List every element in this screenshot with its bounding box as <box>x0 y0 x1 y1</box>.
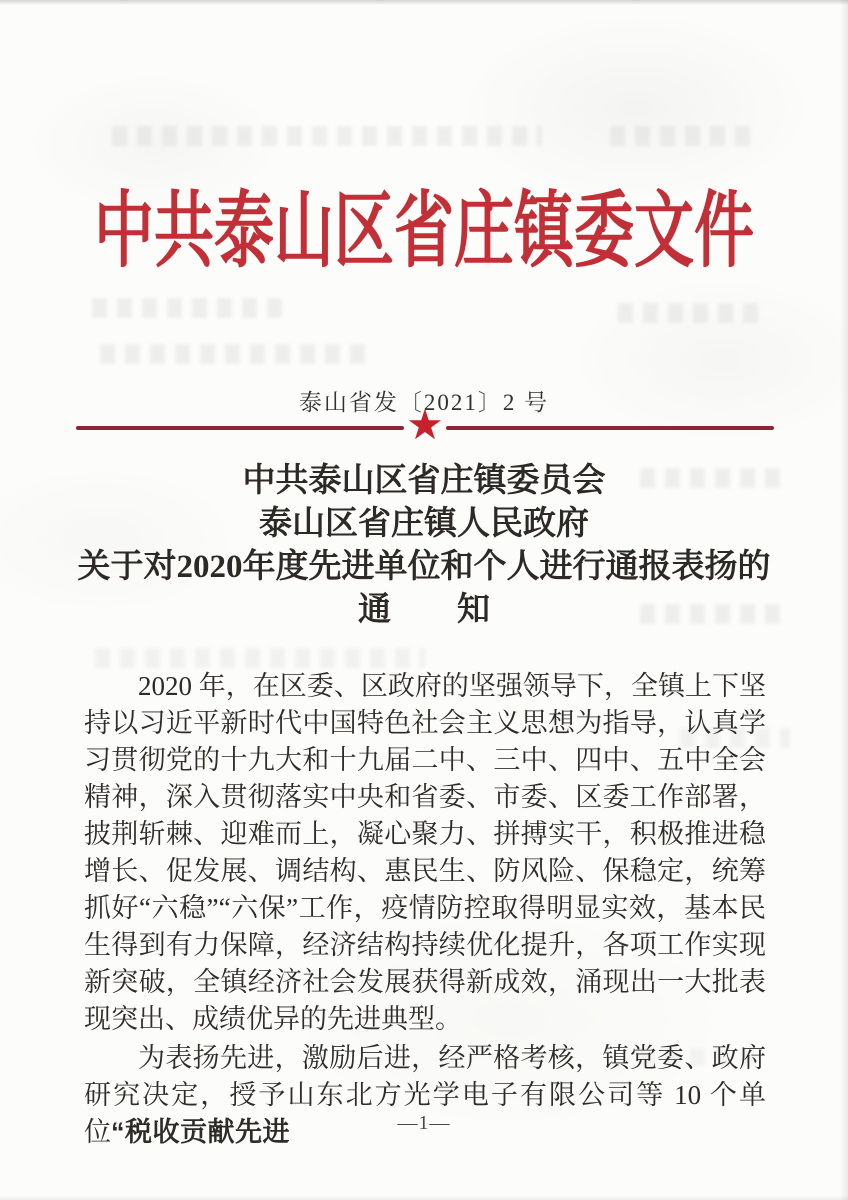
divider-line-right <box>446 426 774 430</box>
bleedthrough-artifact <box>92 298 282 318</box>
bleedthrough-artifact <box>112 126 542 146</box>
masthead-divider <box>76 403 774 449</box>
divider-line-left <box>76 426 404 430</box>
title-line-subject: 关于对2020年度先进单位和个人进行通报表扬的 <box>77 549 771 585</box>
body-paragraph-2-bold-phrase: “税收贡献先进 <box>111 1117 290 1147</box>
document-body <box>84 668 766 1151</box>
title-line-issuer-2: 泰山区省庄镇人民政府 <box>259 506 589 542</box>
scan-edge-bottom <box>0 1195 848 1200</box>
title-line-notice: 通 知 <box>358 592 490 628</box>
page-number: —1— <box>397 1112 451 1134</box>
bleedthrough-artifact <box>618 303 768 323</box>
body-paragraph-1: 2020 年，在区委、区政府的坚强领导下，全镇上下坚持以习近平新时代中国特色社会主义思想为指导，认真学习贯彻党的十九大和十九届二中、三中、四中、五中全会精神，深入贯彻落实中央和省委、市委、区委工作部署，披荆斩棘、迎难而上，凝心聚力、拼搏实干，积极推进稳增长、促发展、调结构、惠民生、防风险、保稳定，统筹抓好“六稳”“六保”工作，疫情防控取得明显实效，基本民生得到有力保障，经济结构持续优化提升，各项工作实现新突破，全镇经济社会发展获得新成效，涌现出一大批表现突出、成绩优异的先进典型。 <box>84 671 766 1034</box>
body-paragraph-2-lead: 为表扬先进，激励后进，经严格考核，镇党委、政府研究决定，授予山东北方光学电子有限公司等 10 个单位 <box>84 1043 766 1147</box>
bleedthrough-artifact <box>610 126 760 146</box>
document-masthead-title: 中共泰山区省庄镇委文件 <box>94 186 754 278</box>
bleedthrough-artifact <box>100 344 370 364</box>
title-line-issuer-1: 中共泰山区省庄镇委员会 <box>242 463 606 499</box>
bleedthrough-artifact <box>95 648 425 668</box>
scan-edge-top <box>0 0 848 5</box>
star-icon: ★ <box>406 403 444 449</box>
document-title-block <box>0 460 848 632</box>
document-number: 泰山省发〔2021〕2 号 <box>298 390 550 415</box>
